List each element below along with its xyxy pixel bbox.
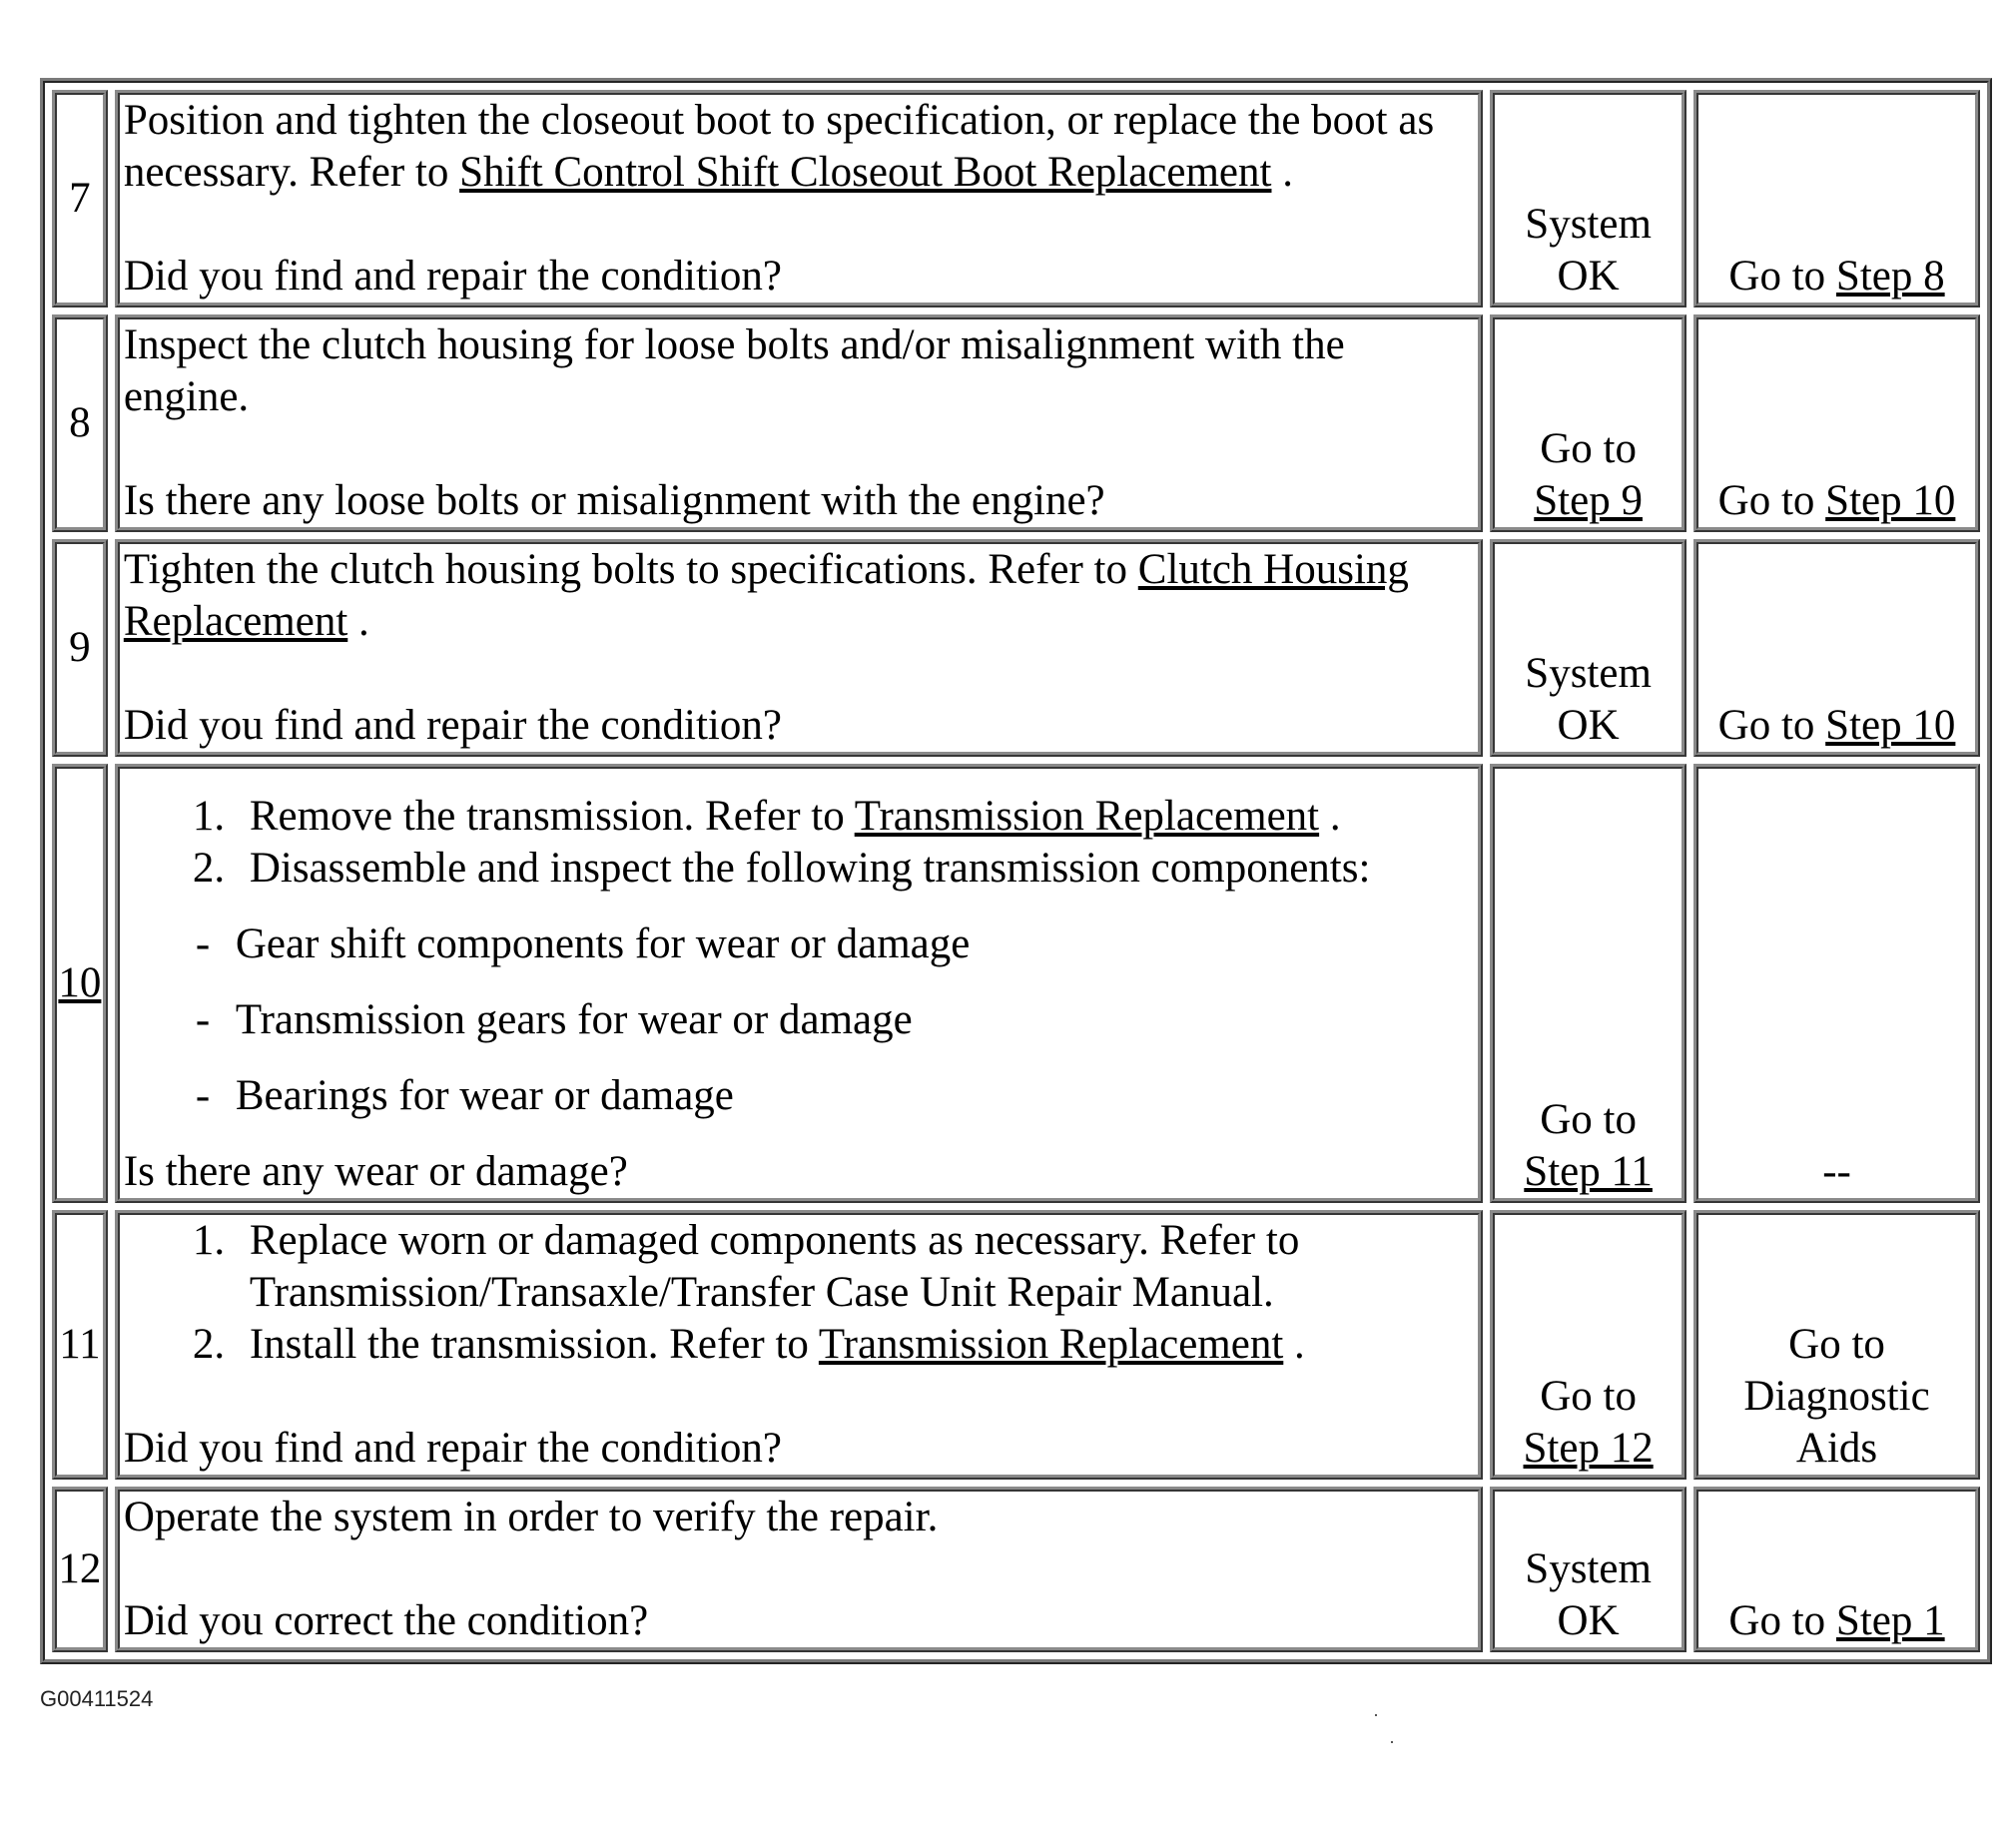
step-number: 12 <box>52 1487 108 1652</box>
yes-result: System OK <box>1525 650 1652 749</box>
action-cell <box>115 539 1483 757</box>
no-cell: Go to Step 10 <box>1693 539 1980 757</box>
list-item: 2. Install the transmission. Refer to Transmission Replacement . <box>236 1319 1474 1371</box>
goto-step-8-link[interactable]: Step 8 <box>1835 253 1945 300</box>
question-text: Did you find and repair the condition? <box>123 253 782 300</box>
action-text: Inspect the clutch housing for loose bolts and/or misalignment with the engine. <box>123 321 1345 420</box>
list-item: 2. Disassemble and inspect the following transmission components: <box>236 843 1474 895</box>
goto-step-11-link[interactable]: Step 11 <box>1524 1148 1653 1195</box>
yes-result: System OK <box>1525 201 1652 300</box>
step-number <box>52 764 108 1203</box>
question-text: Did you find and repair the condition? <box>123 1425 782 1472</box>
goto-step-10-link[interactable]: Step 10 <box>1825 477 1956 524</box>
no-cell: Go to Step 8 <box>1693 90 1980 307</box>
list-item: - Bearings for wear or damage <box>195 1072 734 1119</box>
action-list <box>124 1215 1474 1371</box>
no-cell: Go to Step 10 <box>1693 314 1980 532</box>
clutch-housing-replacement-link[interactable]: Clutch Housing Replacement <box>123 546 1409 645</box>
action-text: Operate the system in order to verify the repair. <box>123 1494 939 1540</box>
list-item: - Gear shift components for wear or damage <box>195 920 971 967</box>
step-number: 11 <box>52 1210 108 1480</box>
goto-step-12-link[interactable]: Step 12 <box>1523 1425 1654 1472</box>
table-row <box>52 314 1980 532</box>
goto-step-10-link[interactable]: Step 10 <box>1825 702 1956 749</box>
transmission-replacement-link[interactable]: Transmission Replacement <box>854 793 1320 840</box>
action-text: Tighten the clutch housing bolts to specifications. Refer to Clutch Housing Replacement . <box>123 546 1409 645</box>
action-cell <box>115 764 1483 1203</box>
yes-cell: Go to Step 11 <box>1490 764 1686 1203</box>
table-row <box>52 1487 1980 1652</box>
question-text: Did you correct the condition? <box>123 1597 649 1644</box>
list-item: 1. Replace worn or damaged components as necessary. Refer to Transmission/Transaxle/Transfer Case Unit Repair Manual. <box>236 1215 1474 1319</box>
question-text: Is there any loose bolts or misalignment with the engine? <box>123 477 1105 524</box>
step-number: 8 <box>52 314 108 532</box>
question-text: Is there any wear or damage? <box>123 1148 628 1195</box>
scan-speck <box>1375 1714 1377 1716</box>
component-list <box>124 918 1474 1122</box>
scan-speck <box>1391 1741 1393 1743</box>
action-text: Position and tighten the closeout boot to specification, or replace the boot as necessary. Refer to Shift Control Shift Closeout Boot Replacement . <box>123 97 1435 196</box>
no-cell <box>1693 1210 1980 1480</box>
question-text: Did you find and repair the condition? <box>123 702 782 749</box>
list-item: 1. Remove the transmission. Refer to Transmission Replacement . <box>236 791 1474 843</box>
image-id-caption: G00411524 <box>40 1686 154 1711</box>
action-cell <box>115 1210 1483 1480</box>
action-cell <box>115 314 1483 532</box>
yes-cell <box>1490 1487 1686 1652</box>
table-row <box>52 539 1980 757</box>
action-list <box>124 791 1474 895</box>
table-row <box>52 764 1980 1203</box>
action-cell <box>115 1487 1483 1652</box>
action-cell <box>115 90 1483 307</box>
goto-step-9-link[interactable]: Step 9 <box>1534 477 1643 524</box>
diagnostic-aids-text: Go to Diagnostic Aids <box>1743 1321 1930 1472</box>
table-row <box>52 90 1980 307</box>
yes-cell <box>1490 539 1686 757</box>
step-10-anchor-link[interactable]: 10 <box>58 959 102 1006</box>
yes-cell: Go to Step 12 <box>1490 1210 1686 1480</box>
step-number: 9 <box>52 539 108 757</box>
yes-result: System OK <box>1525 1545 1652 1644</box>
shift-closeout-boot-link[interactable]: Shift Control Shift Closeout Boot Replacement <box>459 149 1272 196</box>
diagnostic-table <box>40 78 1992 1664</box>
yes-cell: Go to Step 9 <box>1490 314 1686 532</box>
step-number: 7 <box>52 90 108 307</box>
no-cell: Go to Step 1 <box>1693 1487 1980 1652</box>
yes-cell <box>1490 90 1686 307</box>
no-cell: -- <box>1693 764 1980 1203</box>
goto-step-1-link[interactable]: Step 1 <box>1835 1597 1945 1644</box>
transmission-replacement-link[interactable]: Transmission Replacement <box>818 1321 1284 1368</box>
list-item: - Transmission gears for wear or damage <box>195 996 913 1043</box>
table-row <box>52 1210 1980 1480</box>
